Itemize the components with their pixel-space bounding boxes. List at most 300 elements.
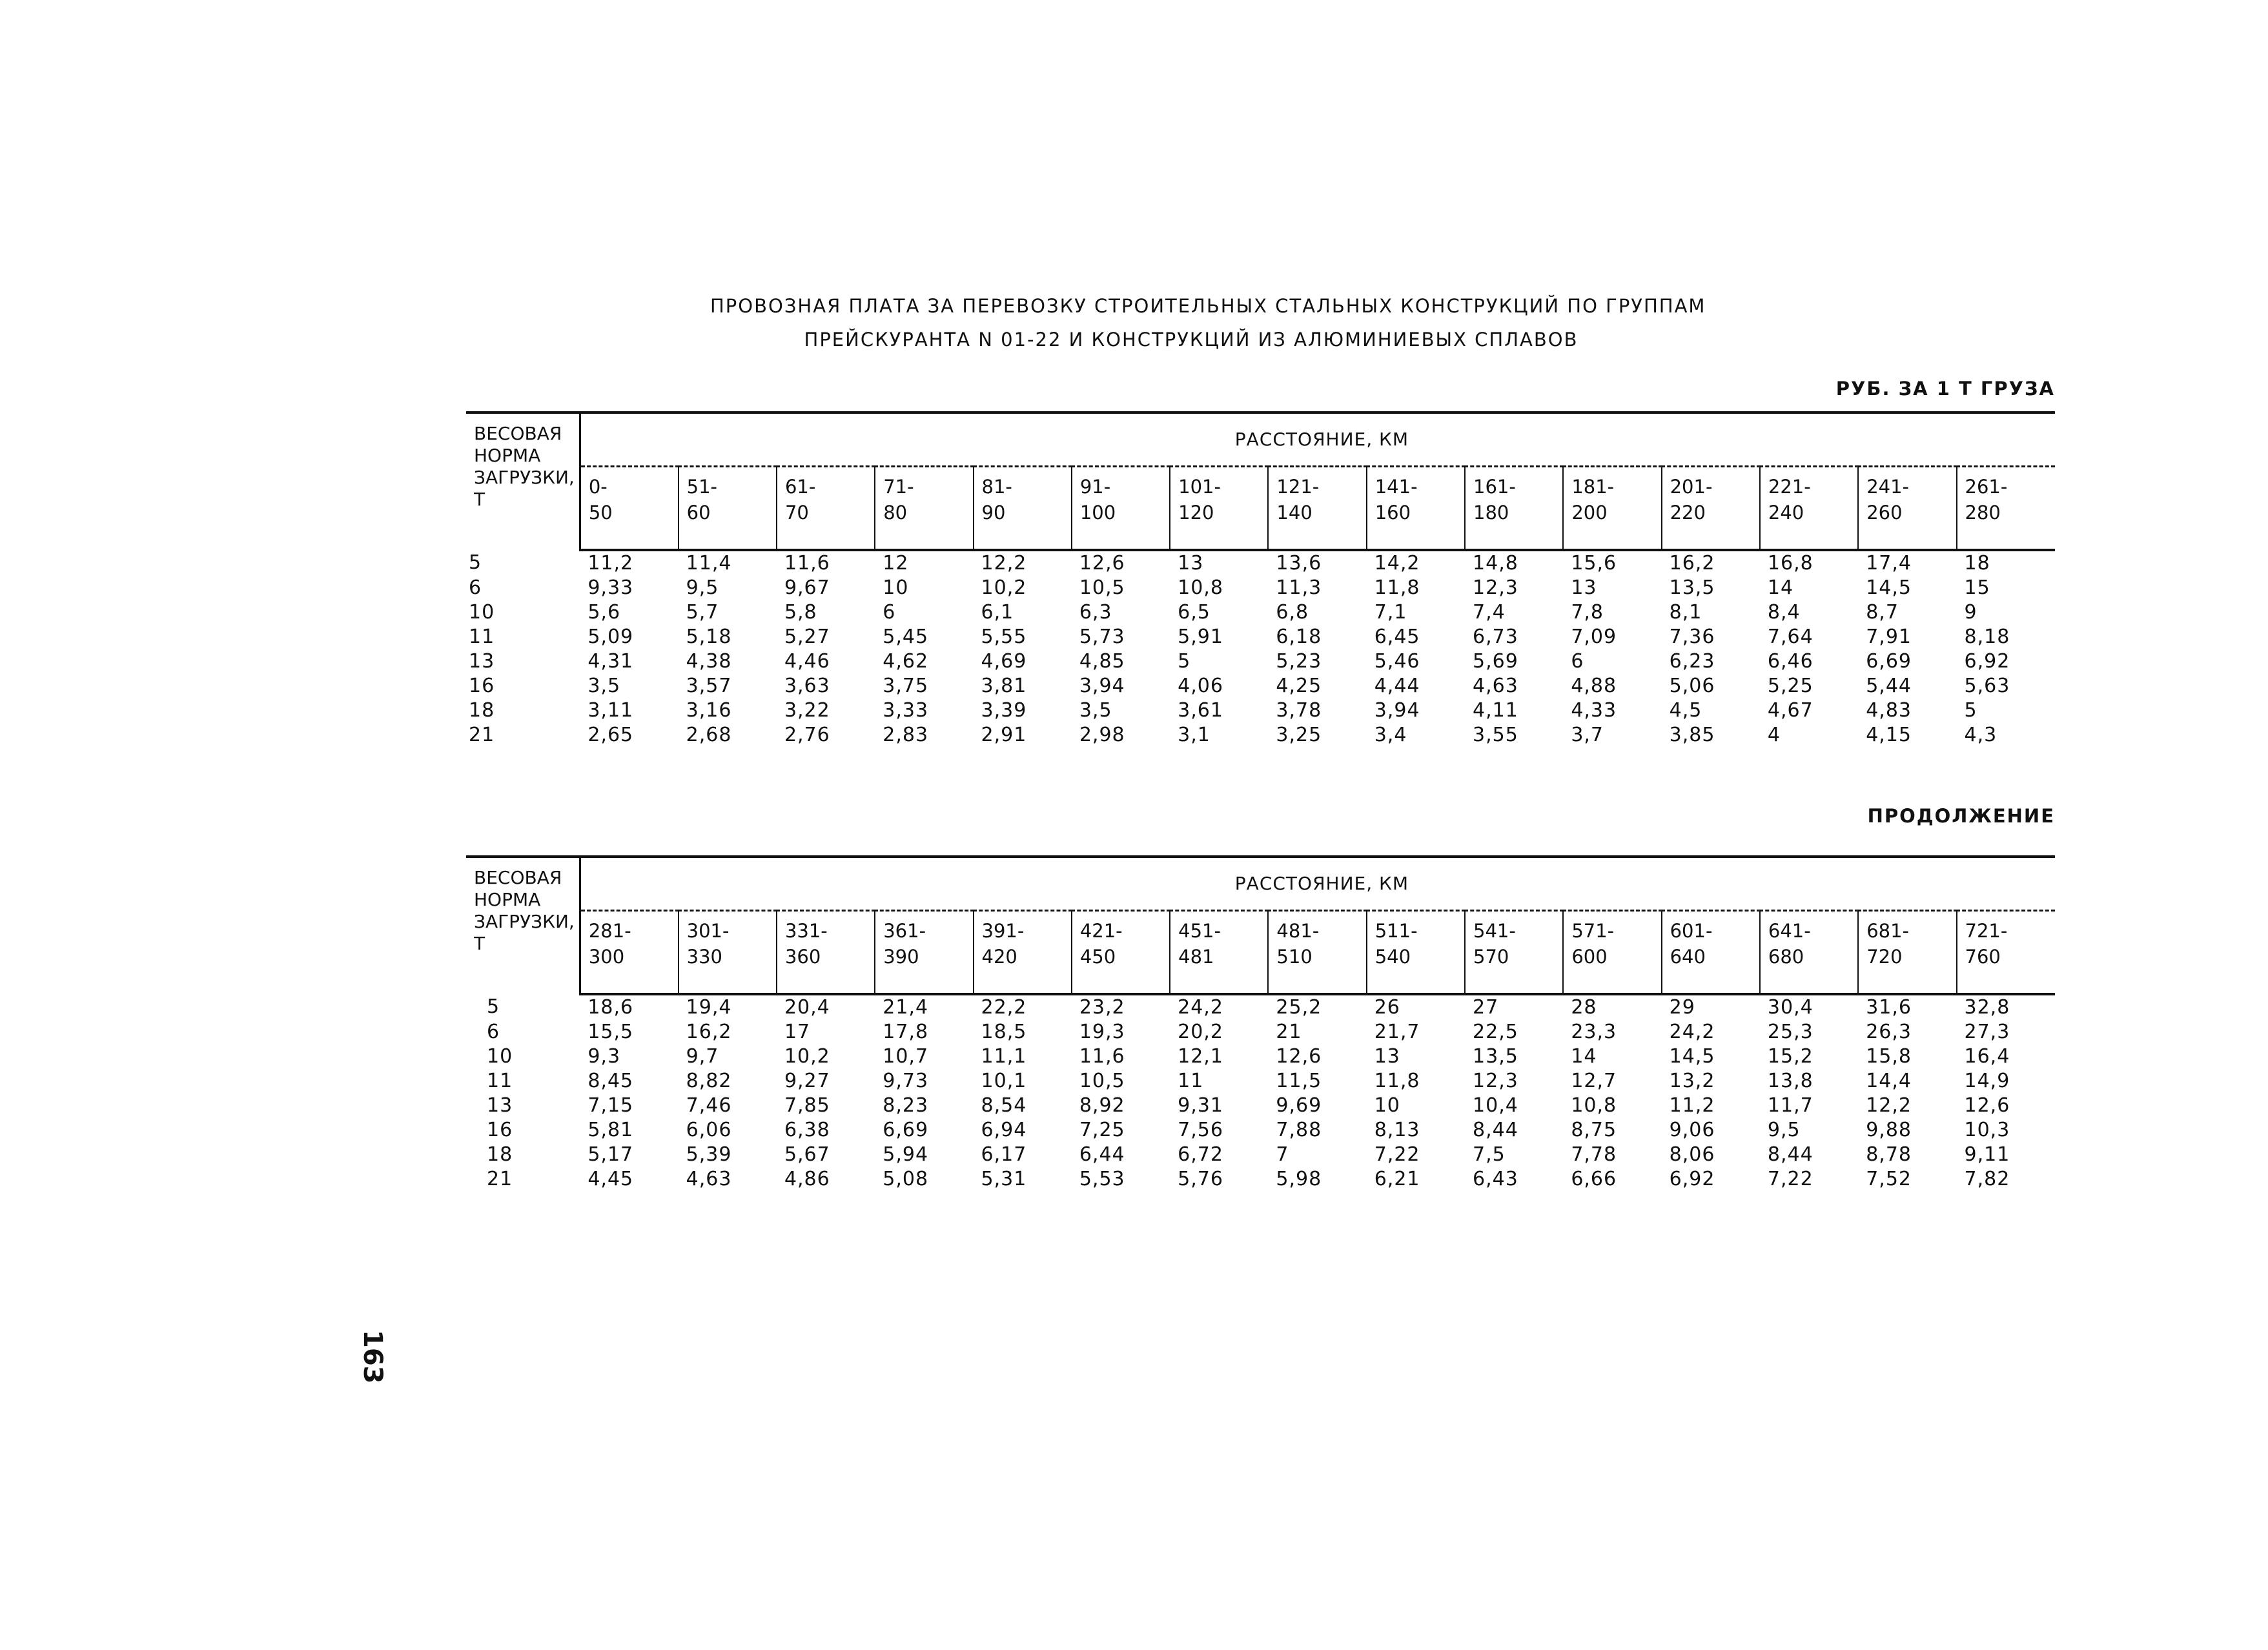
distance-column-header [1858, 467, 1956, 551]
tariff-cell: 25,2 [1276, 996, 1322, 1019]
tariff-cell: 3,22 [784, 699, 830, 722]
tariff-cell: 14,9 [1964, 1070, 2010, 1092]
tariff-cell: 4,06 [1178, 675, 1223, 697]
tariff-cell: 7 [1276, 1143, 1289, 1166]
distance-range-end: 390 [883, 946, 919, 968]
distance-range-start: 511- [1374, 920, 1418, 942]
tariff-cell: 12,2 [981, 552, 1027, 575]
table-row [466, 1044, 2055, 1069]
tariff-cell: 11,2 [587, 552, 634, 575]
distance-range-end: 100 [1079, 502, 1116, 524]
distance-range-end: 70 [784, 502, 809, 524]
tariff-cell: 5 [1178, 650, 1191, 673]
tariff-cell: 14 [1767, 576, 1794, 599]
tariff-cell: 4,15 [1866, 724, 1912, 746]
tariff-cell: 12,6 [1964, 1094, 2010, 1117]
distance-column-header [1563, 911, 1661, 995]
tariff-cell: 3,5 [587, 675, 621, 697]
tariff-cell: 6,18 [1276, 626, 1322, 648]
tariff-cell: 8,44 [1767, 1143, 1813, 1166]
distance-range-end: 200 [1571, 502, 1608, 524]
tariff-cell: 11,6 [784, 552, 830, 575]
tariff-cell: 5,7 [686, 601, 719, 624]
distance-range-start: 601- [1670, 920, 1713, 942]
tariff-cell: 6,69 [1866, 650, 1912, 673]
tariff-cell: 9,7 [686, 1045, 719, 1068]
tariff-cell: 9 [1964, 601, 1977, 624]
tariff-cell: 14,5 [1669, 1045, 1715, 1068]
weight-norm-header: ВЕСОВАЯ НОРМА ЗАГРУЗКИ, Т [466, 857, 580, 994]
table-row [466, 698, 2055, 723]
table-row [466, 625, 2055, 649]
tariff-cell: 14,4 [1866, 1070, 1912, 1092]
continuation-label: ПРОДОЛЖЕНИЕ [1867, 805, 2055, 827]
distance-range-start: 91- [1079, 476, 1111, 498]
weight-norm-cell: 21 [469, 724, 495, 746]
table-row [466, 723, 2055, 748]
tariff-cell: 6,73 [1473, 626, 1518, 648]
tariff-cell: 31,6 [1866, 996, 1912, 1019]
distance-column-header [1858, 911, 1956, 995]
tariff-cell: 6,66 [1571, 1168, 1617, 1190]
tariff-cell: 6,44 [1079, 1143, 1125, 1166]
tariff-cell: 3,33 [883, 699, 929, 722]
tariff-cell: 22,2 [981, 996, 1027, 1019]
tariff-cell: 4,25 [1276, 675, 1322, 697]
distance-range-start: 71- [883, 476, 914, 498]
tariff-cell: 4,11 [1473, 699, 1518, 722]
tariff-cell: 15,5 [587, 1021, 634, 1043]
tariff-cell: 12,3 [1473, 1070, 1518, 1092]
tariff-cell: 10 [883, 576, 909, 599]
weight-norm-header: ВЕСОВАЯ НОРМА ЗАГРУЗКИ, Т [466, 412, 580, 550]
tariff-cell: 12,2 [1866, 1094, 1912, 1117]
distance-range-start: 161- [1473, 476, 1516, 498]
tariff-cell: 3,75 [883, 675, 929, 697]
tariff-cell: 10 [1374, 1094, 1400, 1117]
page-number: 163 [358, 1330, 387, 1384]
tariff-cell: 4,45 [587, 1168, 634, 1190]
table-row [466, 1143, 2055, 1167]
distance-range-end: 481 [1178, 946, 1214, 968]
tariff-cell: 13 [1374, 1045, 1400, 1068]
distance-column-header [1760, 911, 1858, 995]
tariff-cell: 9,5 [686, 576, 719, 599]
tariff-cell: 11 [1178, 1070, 1204, 1092]
distance-range-start: 0- [588, 476, 608, 498]
tariff-cell: 7,22 [1374, 1143, 1420, 1166]
tariff-cell: 7,91 [1866, 626, 1912, 648]
tariff-cell: 7,25 [1079, 1119, 1125, 1141]
tariff-cell: 24,2 [1178, 996, 1223, 1019]
table-row [466, 1020, 2055, 1044]
tariff-cell: 3,94 [1374, 699, 1420, 722]
tariff-cell: 5,81 [587, 1119, 634, 1141]
tariff-cell: 4,62 [883, 650, 929, 673]
tariff-cell: 26,3 [1866, 1021, 1912, 1043]
tariff-cell: 2,68 [686, 724, 732, 746]
distance-range-end: 420 [981, 946, 1017, 968]
tariff-cell: 12,3 [1473, 576, 1518, 599]
tariff-cell: 10,4 [1473, 1094, 1518, 1117]
distance-range-start: 481- [1276, 920, 1320, 942]
tariff-cell: 9,3 [587, 1045, 621, 1068]
table-row [466, 994, 2055, 1020]
tariff-cell: 24,2 [1669, 1021, 1715, 1043]
weight-norm-cell: 13 [487, 1094, 513, 1117]
tariff-cell: 4,69 [981, 650, 1027, 673]
weight-norm-cell: 6 [487, 1021, 500, 1043]
tariff-cell: 6,1 [981, 601, 1014, 624]
distance-column-header [1268, 911, 1366, 995]
tariff-cell: 13,5 [1473, 1045, 1518, 1068]
tariff-cell: 5 [1964, 699, 1977, 722]
distance-range-start: 451- [1178, 920, 1221, 942]
distance-column-header [1957, 467, 2056, 551]
tariff-cell: 8,78 [1866, 1143, 1912, 1166]
tariff-cell: 3,4 [1374, 724, 1407, 746]
table-row [466, 600, 2055, 625]
tariff-cell: 4,46 [784, 650, 830, 673]
tariff-cell: 19,3 [1079, 1021, 1125, 1043]
tariff-cell: 14,8 [1473, 552, 1518, 575]
tariff-cell: 9,27 [784, 1070, 830, 1092]
tariff-cell: 6,38 [784, 1119, 830, 1141]
tariff-cell: 6,69 [883, 1119, 929, 1141]
tariff-cell: 6,3 [1079, 601, 1112, 624]
tariff-cell: 19,4 [686, 996, 732, 1019]
distance-range-start: 301- [686, 920, 730, 942]
tariff-cell: 30,4 [1767, 996, 1813, 1019]
distance-column-header [974, 911, 1072, 995]
table-row [466, 674, 2055, 698]
tariff-cell: 7,52 [1866, 1168, 1912, 1190]
tariff-cell: 8,54 [981, 1094, 1027, 1117]
tariff-cell: 7,5 [1473, 1143, 1506, 1166]
distance-range-start: 51- [686, 476, 718, 498]
tariff-cell: 8,06 [1669, 1143, 1715, 1166]
tariff-cell: 9,73 [883, 1070, 929, 1092]
tariff-cell: 7,4 [1473, 601, 1506, 624]
distance-range-end: 510 [1276, 946, 1313, 968]
tariff-cell: 5,09 [587, 626, 634, 648]
distance-range-start: 421- [1079, 920, 1123, 942]
tariff-cell: 12 [883, 552, 909, 575]
tariff-cell: 5,53 [1079, 1168, 1125, 1190]
tariff-cell: 5,23 [1276, 650, 1322, 673]
tariff-cell: 11,1 [981, 1045, 1027, 1068]
tariff-cell: 2,76 [784, 724, 830, 746]
tariff-cell: 3,1 [1178, 724, 1211, 746]
tariff-cell: 20,2 [1178, 1021, 1223, 1043]
tariff-cell: 8,7 [1866, 601, 1899, 624]
distance-range-start: 101- [1178, 476, 1221, 498]
distance-range-start: 281- [588, 920, 631, 942]
distance-column-header [1072, 911, 1170, 995]
tariff-cell: 4,31 [587, 650, 634, 673]
weight-norm-cell: 18 [487, 1143, 513, 1166]
distance-range-start: 81- [981, 476, 1012, 498]
tariff-cell: 17,8 [883, 1021, 929, 1043]
tariff-cell: 10,2 [784, 1045, 830, 1068]
distance-column-header [1662, 911, 1760, 995]
tariff-cell: 6,92 [1964, 650, 2010, 673]
tariff-cell: 27,3 [1964, 1021, 2010, 1043]
tariff-cell: 32,8 [1964, 996, 2010, 1019]
tariff-cell: 3,57 [686, 675, 732, 697]
tariff-cell: 4,5 [1669, 699, 1702, 722]
tariff-cell: 5,39 [686, 1143, 732, 1166]
distance-range-end: 450 [1079, 946, 1116, 968]
weight-norm-cell: 6 [469, 576, 482, 599]
distance-range-end: 60 [686, 502, 711, 524]
distance-range-start: 61- [784, 476, 816, 498]
tariff-cell: 21,7 [1374, 1021, 1420, 1043]
distance-range-start: 541- [1473, 920, 1516, 942]
weight-norm-cell: 16 [487, 1119, 513, 1141]
tariff-cell: 5,73 [1079, 626, 1125, 648]
tariff-cell: 5,45 [883, 626, 929, 648]
distance-range-start: 641- [1768, 920, 1811, 942]
distance-range-end: 160 [1374, 502, 1411, 524]
distance-range-end: 330 [686, 946, 722, 968]
distance-column-header [679, 911, 777, 995]
tariff-cell: 16,4 [1964, 1045, 2010, 1068]
distance-column-header [1957, 911, 2056, 995]
tariff-cell: 14,2 [1374, 552, 1420, 575]
tariff-cell: 5,46 [1374, 650, 1420, 673]
tariff-cell: 2,91 [981, 724, 1027, 746]
tariff-cell: 12,1 [1178, 1045, 1223, 1068]
tariff-cell: 4,85 [1079, 650, 1125, 673]
tariff-cell: 3,81 [981, 675, 1027, 697]
distance-column-header [1563, 467, 1661, 551]
tariff-cell: 3,11 [587, 699, 634, 722]
tariff-cell: 11,7 [1767, 1094, 1813, 1117]
tariff-cell: 3,78 [1276, 699, 1322, 722]
tariff-cell: 5,94 [883, 1143, 929, 1166]
tariff-cell: 7,1 [1374, 601, 1407, 624]
distance-column-header [580, 467, 678, 551]
tariff-cell: 8,44 [1473, 1119, 1518, 1141]
distance-range-end: 180 [1473, 502, 1509, 524]
tariff-cell: 10,5 [1079, 1070, 1125, 1092]
tariff-cell: 5,17 [587, 1143, 634, 1166]
tariff-cell: 3,16 [686, 699, 732, 722]
tariff-cell: 3,94 [1079, 675, 1125, 697]
tariff-cell: 21,4 [883, 996, 929, 1019]
tariff-cell: 18,6 [587, 996, 634, 1019]
tariff-cell: 3,39 [981, 699, 1027, 722]
distance-range-end: 570 [1473, 946, 1509, 968]
distance-range-start: 241- [1866, 476, 1910, 498]
tariff-cell: 8,75 [1571, 1119, 1617, 1141]
tariff-cell: 7,8 [1571, 601, 1604, 624]
tariff-cell: 17 [784, 1021, 811, 1043]
tariff-cell: 23,2 [1079, 996, 1125, 1019]
tariff-cell: 18,5 [981, 1021, 1027, 1043]
distance-range-end: 760 [1965, 946, 2001, 968]
tariff-cell: 7,36 [1669, 626, 1715, 648]
tariff-cell: 4,67 [1767, 699, 1813, 722]
tariff-cell: 6,94 [981, 1119, 1027, 1141]
tariff-cell: 15 [1964, 576, 1990, 599]
tariff-table-1 [466, 411, 2055, 748]
tariff-cell: 3,55 [1473, 724, 1518, 746]
tariff-cell: 4,3 [1964, 724, 1997, 746]
distance-range-end: 540 [1374, 946, 1411, 968]
distance-range-start: 361- [883, 920, 926, 942]
distance-column-header [580, 911, 678, 995]
weight-norm-cell: 5 [469, 551, 482, 574]
tariff-cell: 5,8 [784, 601, 817, 624]
tariff-cell: 25,3 [1767, 1021, 1813, 1043]
tariff-cell: 14 [1571, 1045, 1597, 1068]
tariff-cell: 12,6 [1276, 1045, 1322, 1068]
tariff-cell: 7,82 [1964, 1168, 2010, 1190]
tariff-cell: 4,63 [1473, 675, 1518, 697]
tariff-cell: 10,3 [1964, 1119, 2010, 1141]
distance-column-header [1367, 911, 1465, 995]
tariff-cell: 29 [1669, 996, 1695, 1019]
tariff-cell: 8,23 [883, 1094, 929, 1117]
tariff-cell: 26 [1374, 996, 1400, 1019]
tariff-cell: 7,15 [587, 1094, 634, 1117]
distance-range-start: 201- [1670, 476, 1713, 498]
tariff-cell: 8,92 [1079, 1094, 1125, 1117]
tariff-cell: 5,67 [784, 1143, 830, 1166]
tariff-cell: 10,2 [981, 576, 1027, 599]
tariff-cell: 28 [1571, 996, 1597, 1019]
distance-range-start: 331- [784, 920, 828, 942]
table-row [466, 550, 2055, 576]
tariff-cell: 5,69 [1473, 650, 1518, 673]
distance-range-end: 280 [1965, 502, 2001, 524]
tariff-cell: 5,18 [686, 626, 732, 648]
tariff-cell: 15,2 [1767, 1045, 1813, 1068]
distance-column-header [777, 911, 875, 995]
tariff-cell: 11,6 [1079, 1045, 1125, 1068]
weight-norm-cell: 18 [469, 699, 495, 722]
tariff-cell: 3,63 [784, 675, 830, 697]
tariff-cell: 5,44 [1866, 675, 1912, 697]
tariff-cell: 21 [1276, 1021, 1302, 1043]
document-title [710, 289, 1706, 356]
tariff-cell: 11,4 [686, 552, 732, 575]
distance-range-end: 140 [1276, 502, 1313, 524]
distance-range-start: 221- [1768, 476, 1811, 498]
tariff-cell: 4,88 [1571, 675, 1617, 697]
tariff-cell: 6,23 [1669, 650, 1715, 673]
distance-column-header [1170, 467, 1268, 551]
distance-column-header [1367, 467, 1465, 551]
tariff-cell: 13,5 [1669, 576, 1715, 599]
tariff-cell: 7,56 [1178, 1119, 1223, 1141]
tariff-cell: 8,82 [686, 1070, 732, 1092]
tariff-cell: 5,31 [981, 1168, 1027, 1190]
distance-column-header [974, 467, 1072, 551]
table-row [466, 1167, 2055, 1192]
tariff-cell: 16,2 [686, 1021, 732, 1043]
tariff-cell: 3,61 [1178, 699, 1223, 722]
distance-column-header [1170, 911, 1268, 995]
tariff-cell: 4,38 [686, 650, 732, 673]
distance-range-start: 141- [1374, 476, 1418, 498]
distance-column-header [1268, 467, 1366, 551]
tariff-cell: 7,64 [1767, 626, 1813, 648]
distance-range-start: 261- [1965, 476, 2008, 498]
tariff-cell: 6 [883, 601, 896, 624]
tariff-cell: 2,83 [883, 724, 929, 746]
tariff-cell: 6,06 [686, 1119, 732, 1141]
distance-range-end: 90 [981, 502, 1006, 524]
distance-range-end: 80 [883, 502, 908, 524]
tariff-cell: 9,11 [1964, 1143, 2010, 1166]
distance-range-end: 240 [1768, 502, 1804, 524]
distance-column-header [875, 467, 973, 551]
distance-range-end: 640 [1670, 946, 1706, 968]
tariff-cell: 8,13 [1374, 1119, 1420, 1141]
distance-header: РАССТОЯНИЕ, КМ [580, 857, 2055, 911]
tariff-cell: 4 [1767, 724, 1781, 746]
weight-norm-cell: 16 [469, 675, 495, 697]
tariff-cell: 9,69 [1276, 1094, 1322, 1117]
tariff-cell: 2,65 [587, 724, 634, 746]
table-row [466, 576, 2055, 600]
weight-norm-cell: 11 [487, 1070, 513, 1092]
tariff-cell: 9,88 [1866, 1119, 1912, 1141]
distance-header: РАССТОЯНИЕ, КМ [580, 412, 2055, 467]
title-line-1: ПРОВОЗНАЯ ПЛАТА ЗА ПЕРЕВОЗКУ СТРОИТЕЛЬНЫХ СТАЛЬНЫХ КОНСТРУКЦИЙ ПО ГРУППАМ [710, 295, 1706, 317]
tariff-cell: 18 [1964, 552, 1990, 575]
tariff-cell: 16,8 [1767, 552, 1813, 575]
distance-range-end: 120 [1178, 502, 1214, 524]
tariff-cell: 9,67 [784, 576, 830, 599]
distance-range-end: 600 [1571, 946, 1608, 968]
tariff-cell: 6,8 [1276, 601, 1309, 624]
distance-column-header [875, 911, 973, 995]
tariff-cell: 10,8 [1571, 1094, 1617, 1117]
distance-range-start: 681- [1866, 920, 1910, 942]
tariff-cell: 6,43 [1473, 1168, 1518, 1190]
tariff-cell: 5,6 [587, 601, 621, 624]
tariff-cell: 6,21 [1374, 1168, 1420, 1190]
tariff-cell: 9,06 [1669, 1119, 1715, 1141]
tariff-cell: 11,5 [1276, 1070, 1322, 1092]
tariff-cell: 11,3 [1276, 576, 1322, 599]
tariff-cell: 5,55 [981, 626, 1027, 648]
tariff-cell: 9,5 [1767, 1119, 1801, 1141]
tariff-cell: 7,88 [1276, 1119, 1322, 1141]
tariff-cell: 22,5 [1473, 1021, 1518, 1043]
tariff-cell: 6,72 [1178, 1143, 1223, 1166]
distance-column-header [679, 467, 777, 551]
tariff-cell: 7,09 [1571, 626, 1617, 648]
tariff-cell: 10,1 [981, 1070, 1027, 1092]
distance-column-header [1465, 911, 1563, 995]
distance-range-start: 571- [1571, 920, 1615, 942]
tariff-cell: 3,5 [1079, 699, 1112, 722]
distance-column-header [777, 467, 875, 551]
tariff-cell: 13,8 [1767, 1070, 1813, 1092]
tariff-cell: 6,5 [1178, 601, 1211, 624]
tariff-cell: 13 [1178, 552, 1204, 575]
tariff-cell: 15,6 [1571, 552, 1617, 575]
tariff-cell: 5,63 [1964, 675, 2010, 697]
tariff-cell: 6,92 [1669, 1168, 1715, 1190]
tariff-cell: 13,2 [1669, 1070, 1715, 1092]
tariff-cell: 5,08 [883, 1168, 929, 1190]
